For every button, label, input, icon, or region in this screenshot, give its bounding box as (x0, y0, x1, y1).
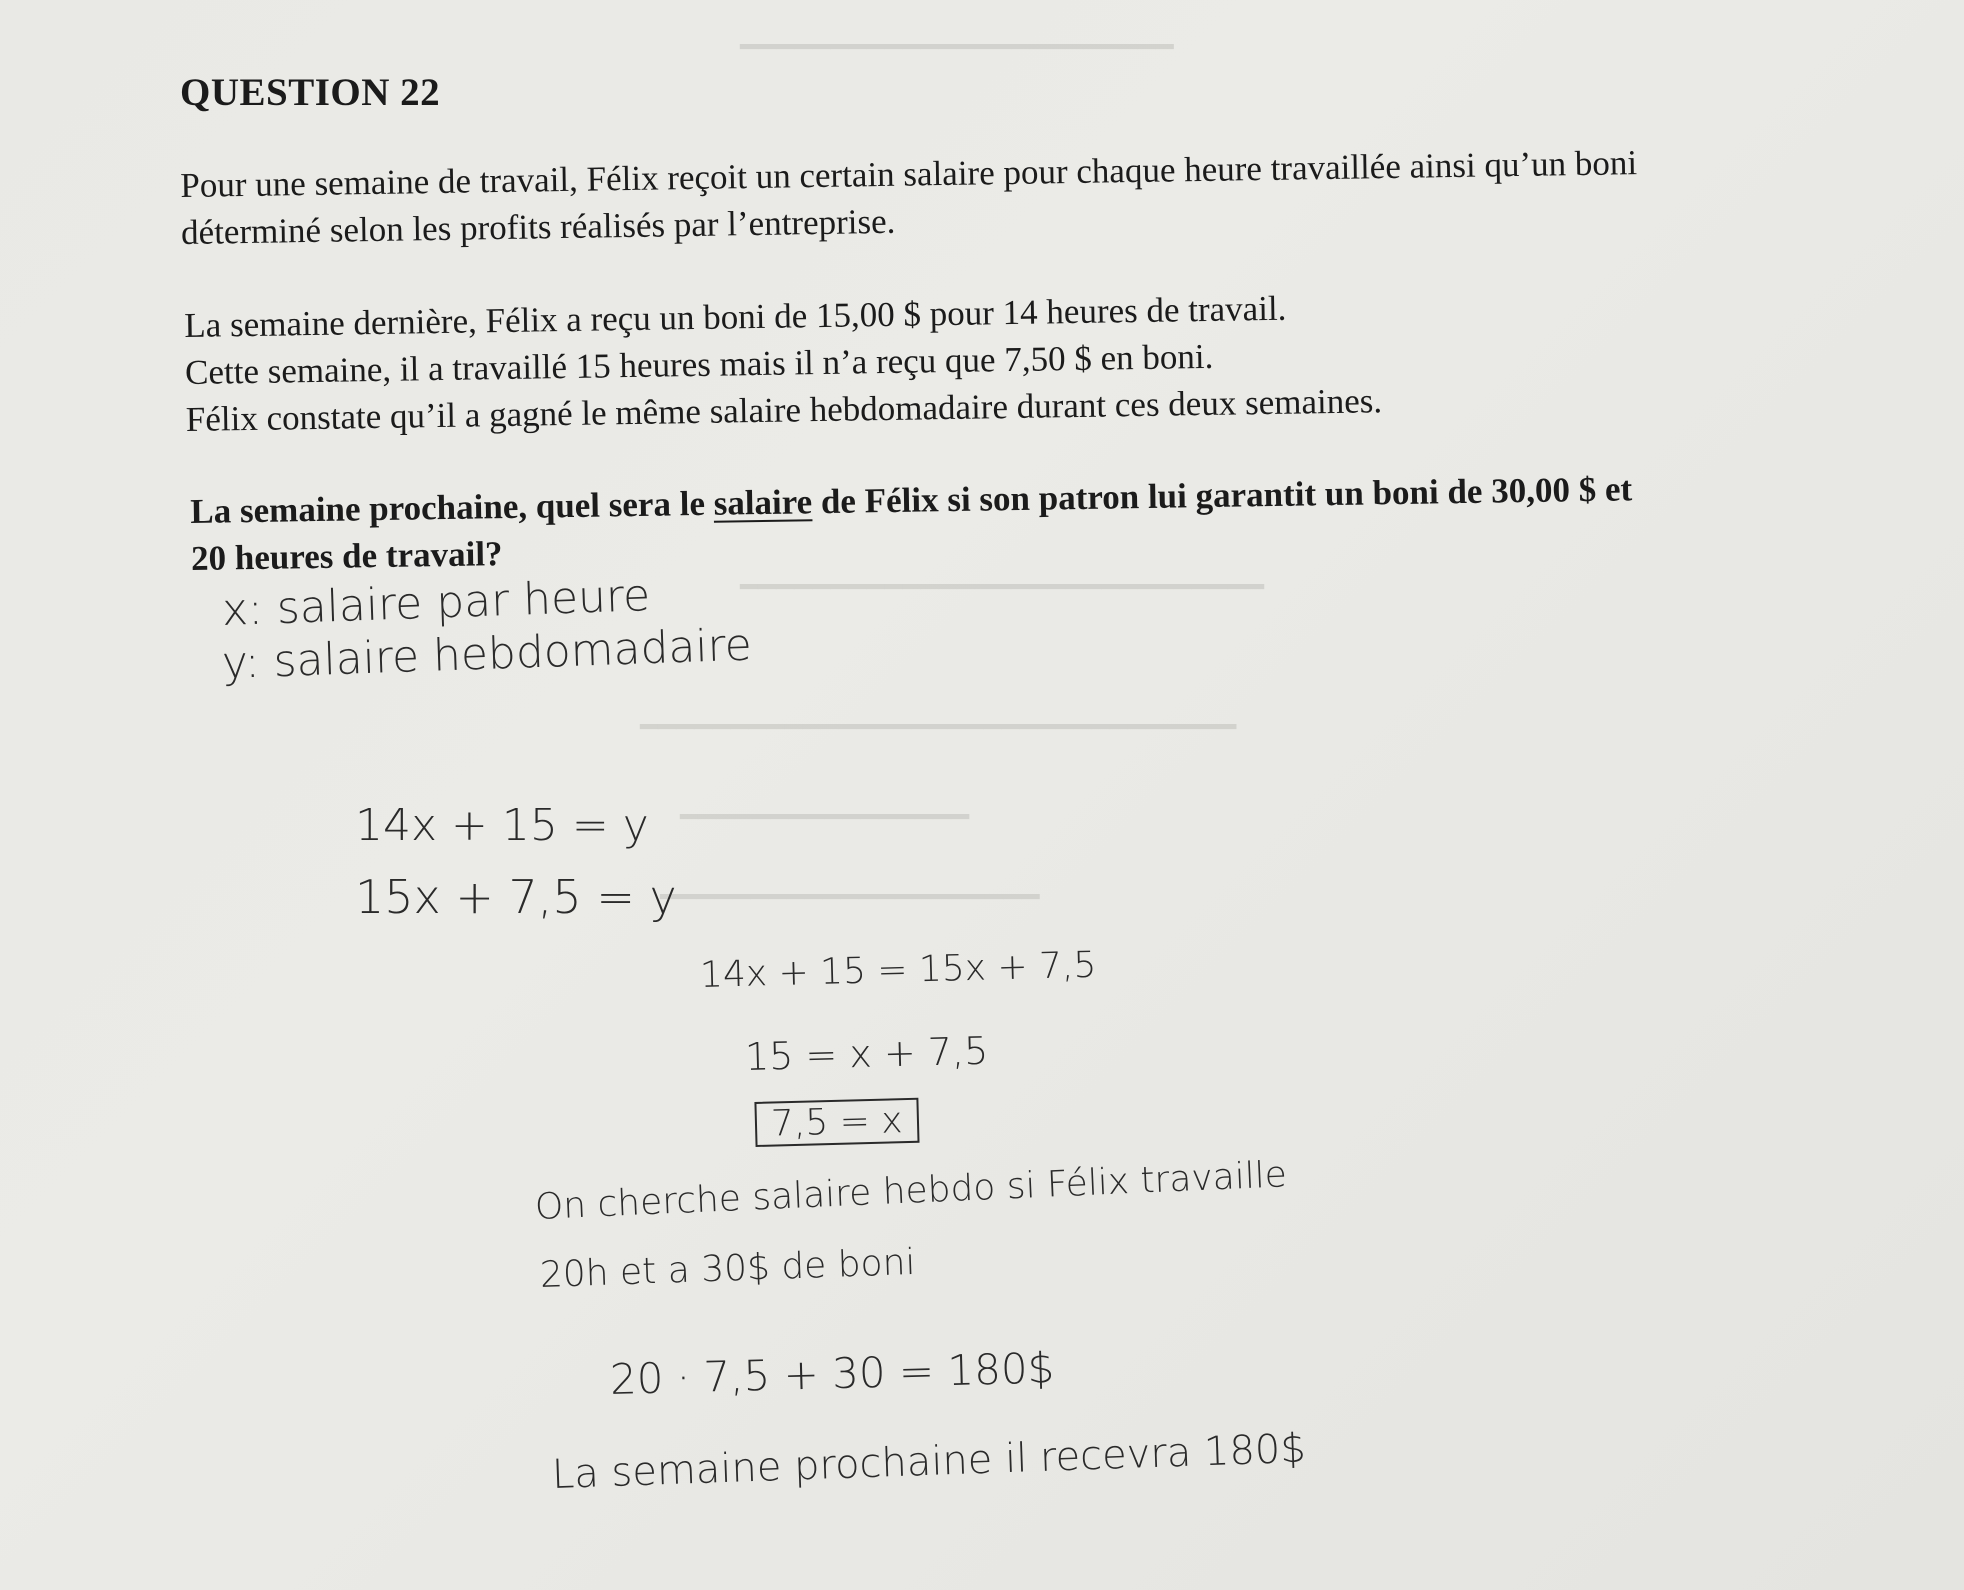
handwritten-variable-x: x: salaire par heure (221, 570, 651, 636)
fact-line: La semaine dernière, Félix a reçu un boni de 15,00 $ pour 14 heures de travail. (184, 288, 1287, 345)
handwritten-step-2: 15 = x + 7,5 (744, 1028, 989, 1079)
bleed-through-text: ━━━━━━━━━━━━━━━━━━━━━━━━━━━━━ (740, 571, 1264, 604)
question-text-after: de Félix si son patron lui garantit un boni de 30,00 $ et (811, 469, 1633, 522)
bleed-through-text: ━━━━━━━━━━━━━━━━ (680, 801, 969, 834)
intro-line: Pour une semaine de travail, Félix reçoit un certain salaire pour chaque heure travaillée ainsi qu’un boni (180, 143, 1638, 205)
handwritten-variable-y: y: salaire hebdomadaire (221, 619, 753, 689)
facts-paragraph (184, 283, 1382, 443)
intro-line: déterminé selon les profits réalisés par l’entreprise. (180, 201, 896, 252)
bleed-through-text: ━━━━━━━━━━━━━━━━━━━━━━━━ (740, 31, 1174, 64)
handwritten-equation-2: 15x + 7,5 = y (355, 870, 677, 924)
question-heading: QUESTION 22 (180, 71, 441, 114)
question-line-2: 20 heures de travail? (190, 534, 503, 578)
fact-line: Félix constate qu’il a gagné le même salaire hebdomadaire durant ces deux semaines. (185, 381, 1383, 439)
handwritten-boxed-result: 7,5 = x (754, 1098, 919, 1147)
intro-paragraph (180, 139, 1638, 256)
bleed-through-text: ━━━━━━━━━━━━━━━━━━━━━ (660, 881, 1040, 914)
handwritten-note-line-1: On cherche salaire hebdo si Félix travaille (534, 1154, 1288, 1228)
handwritten-equation-1: 14x + 15 = y (355, 800, 649, 851)
handwritten-step-1: 14x + 15 = 15x + 7,5 (699, 944, 1097, 996)
question-prompt (190, 465, 1633, 582)
handwritten-calculation: 20 · 7,5 + 30 = 180$ (609, 1343, 1055, 1404)
question-underlined-word: salaire (713, 482, 813, 523)
handwritten-conclusion: La semaine prochaine il recevra 180$ (551, 1425, 1307, 1498)
question-text-before: La semaine prochaine, quel sera le (190, 483, 714, 531)
handwritten-note-line-2: 20h et a 30$ de boni (539, 1241, 917, 1296)
fact-line: Cette semaine, il a travaillé 15 heures mais il n’a reçu que 7,50 $ en boni. (184, 336, 1214, 392)
bleed-through-text: ━━━━━━━━━━━━━━━━━━━━━━━━━━━━━━━━━ (640, 711, 1237, 744)
